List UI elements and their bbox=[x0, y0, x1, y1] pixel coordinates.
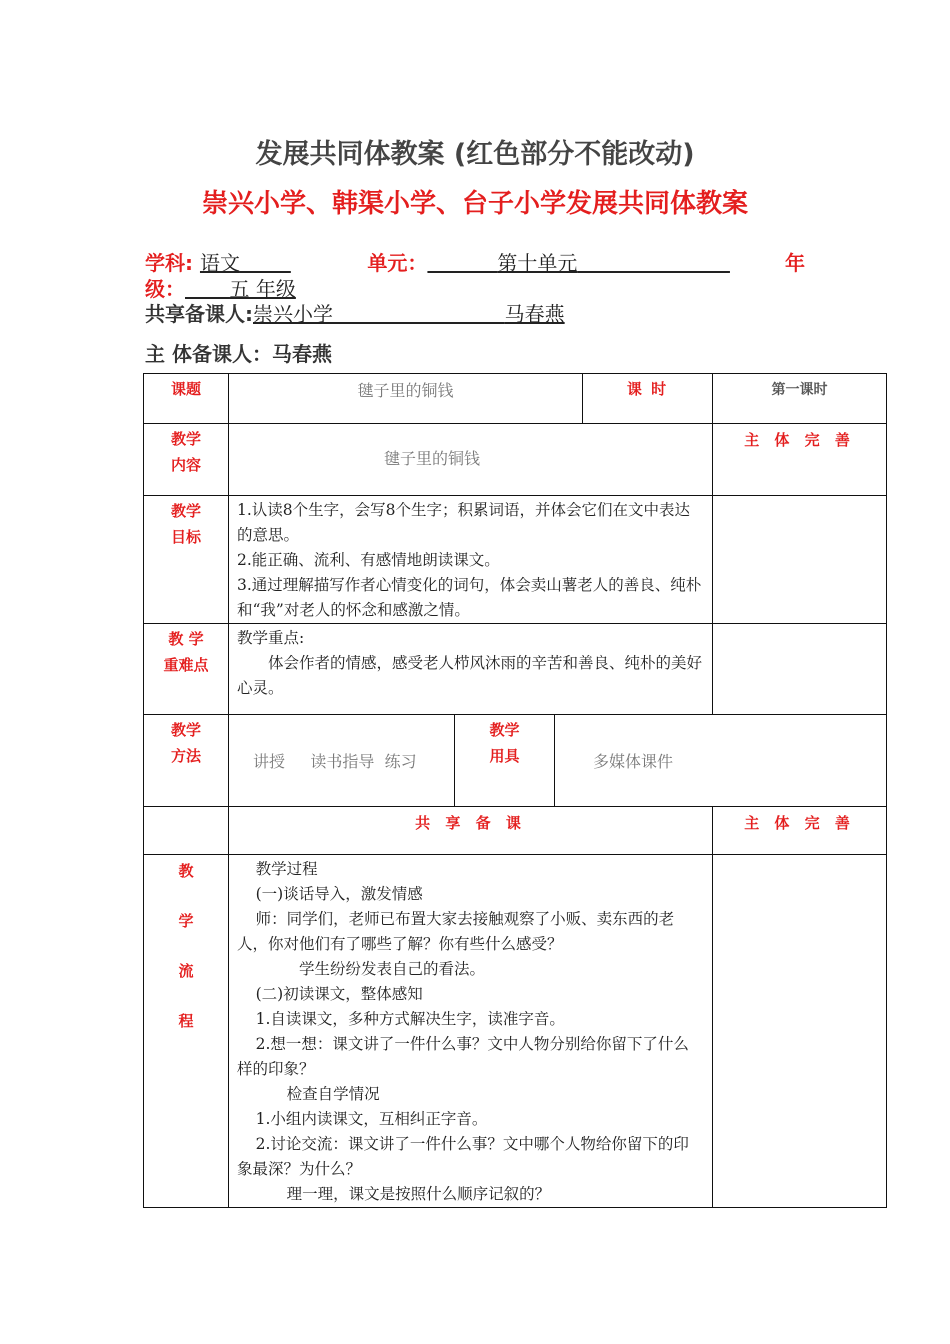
flow-line: (二)初读课文，整体感知 bbox=[255, 985, 423, 1003]
row-key-points bbox=[144, 624, 887, 715]
row-topic bbox=[144, 374, 887, 424]
document-title: 发展共同体教案 (红色部分不能改动) bbox=[255, 139, 695, 170]
goals-refine-cell bbox=[713, 496, 887, 624]
unit-label: 单元： bbox=[367, 251, 428, 275]
flow-line: 教学过程 bbox=[255, 860, 318, 878]
row-goals bbox=[144, 496, 887, 624]
goals-label: 教学 目标 bbox=[144, 496, 229, 624]
flow-line: 理一理，课文是按照什么顺序记叙的？ bbox=[286, 1185, 551, 1203]
flow-line: 师：同学们，老师已布置大家去接触观察了小贩、卖东西的老人，你对他们有了哪些了解？你有些什么感受？ bbox=[237, 910, 675, 953]
flow-line: 检查自学情况 bbox=[286, 1085, 380, 1103]
grade-value: 五 年级 bbox=[229, 277, 296, 301]
row-flow bbox=[144, 855, 887, 1208]
topic-label: 课题 bbox=[144, 374, 229, 424]
period-label: 课 时 bbox=[583, 374, 713, 424]
document-subtitle: 崇兴小学、韩渠小学、台子小学发展共同体教案 bbox=[201, 189, 748, 219]
goal-item: 3.通过理解描写作者心情变化的词句，体会卖山薯老人的善良、纯朴和“我”对老人的怀念和感激之情。 bbox=[237, 576, 702, 619]
refine-label: 主 体 完 善 bbox=[713, 424, 887, 496]
shared-teacher: 马春燕 bbox=[504, 302, 565, 326]
meta-row-subject: 学科: 语文 单元： 第十单元 年 bbox=[145, 247, 810, 276]
shared-label: 共享备课人: bbox=[145, 302, 253, 326]
meta-row-main bbox=[145, 338, 332, 367]
subject-label: 学科 bbox=[145, 251, 185, 275]
flow-content bbox=[229, 855, 713, 1208]
row-content bbox=[144, 424, 887, 496]
key-points bbox=[229, 624, 713, 715]
subject-value: 语文 bbox=[199, 251, 240, 275]
shared-prep-header: 共 享 备 课 bbox=[229, 807, 713, 855]
main-label: 主 体备课人： bbox=[145, 342, 272, 366]
goals-list bbox=[229, 496, 713, 624]
meta-row-shared bbox=[145, 298, 565, 327]
key-label: 教 学 重难点 bbox=[144, 624, 229, 715]
flow-refine-cell bbox=[713, 855, 887, 1208]
tools-value: 多媒体课件 bbox=[555, 715, 887, 807]
flow-line: 学生纷纷发表自己的看法。 bbox=[299, 960, 486, 978]
method-value: 讲授 读书指导 练习 bbox=[229, 715, 455, 807]
tools-label: 教学 用具 bbox=[455, 715, 555, 807]
flow-line: (一)谈话导入，激发情感 bbox=[255, 885, 423, 903]
main-teacher: 马春燕 bbox=[271, 342, 332, 366]
section-header-empty bbox=[144, 807, 229, 855]
key-refine-cell bbox=[713, 624, 887, 715]
flow-line: 2.想一想：课文讲了一件什么事？文中人物分别给你留下了什么样的印象？ bbox=[237, 1035, 689, 1078]
row-section-header bbox=[144, 807, 887, 855]
flow-label: 教 学 流 程 bbox=[144, 855, 229, 1208]
flow-line: 1.小组内读课文，互相纠正字音。 bbox=[255, 1110, 488, 1128]
lesson-plan-table bbox=[143, 373, 887, 1208]
period-value: 第一课时 bbox=[713, 374, 887, 424]
key-title: 教学重点: bbox=[237, 629, 305, 647]
grade-label-part1: 年 bbox=[785, 251, 805, 275]
goal-item: 2.能正确、流利、有感情地朗读课文。 bbox=[237, 551, 500, 569]
content-label: 教学 内容 bbox=[144, 424, 229, 496]
row-method bbox=[144, 715, 887, 807]
flow-line: 2.讨论交流：课文讲了一件什么事？文中哪个人物给你留下的印象最深？为什么？ bbox=[237, 1135, 689, 1178]
key-text: 体会作者的情感，感受老人栉风沐雨的辛苦和善良、纯朴的美好心灵。 bbox=[237, 654, 703, 697]
unit-value: 第十单元 bbox=[497, 251, 578, 275]
content-value: 毽子里的铜钱 bbox=[229, 424, 713, 496]
shared-school: 崇兴小学 bbox=[253, 302, 333, 326]
refine-header: 主 体 完 善 bbox=[713, 807, 887, 855]
grade-label-part2: 级： bbox=[145, 277, 185, 301]
flow-line: 1.自读课文，多种方式解决生字，读准字音。 bbox=[255, 1010, 565, 1028]
topic-value: 毽子里的铜钱 bbox=[229, 374, 583, 424]
method-label: 教学 方法 bbox=[144, 715, 229, 807]
goal-item: 1.认读8个生字，会写8个生字；积累词语，并体会它们在文中表达的意思。 bbox=[237, 501, 691, 544]
